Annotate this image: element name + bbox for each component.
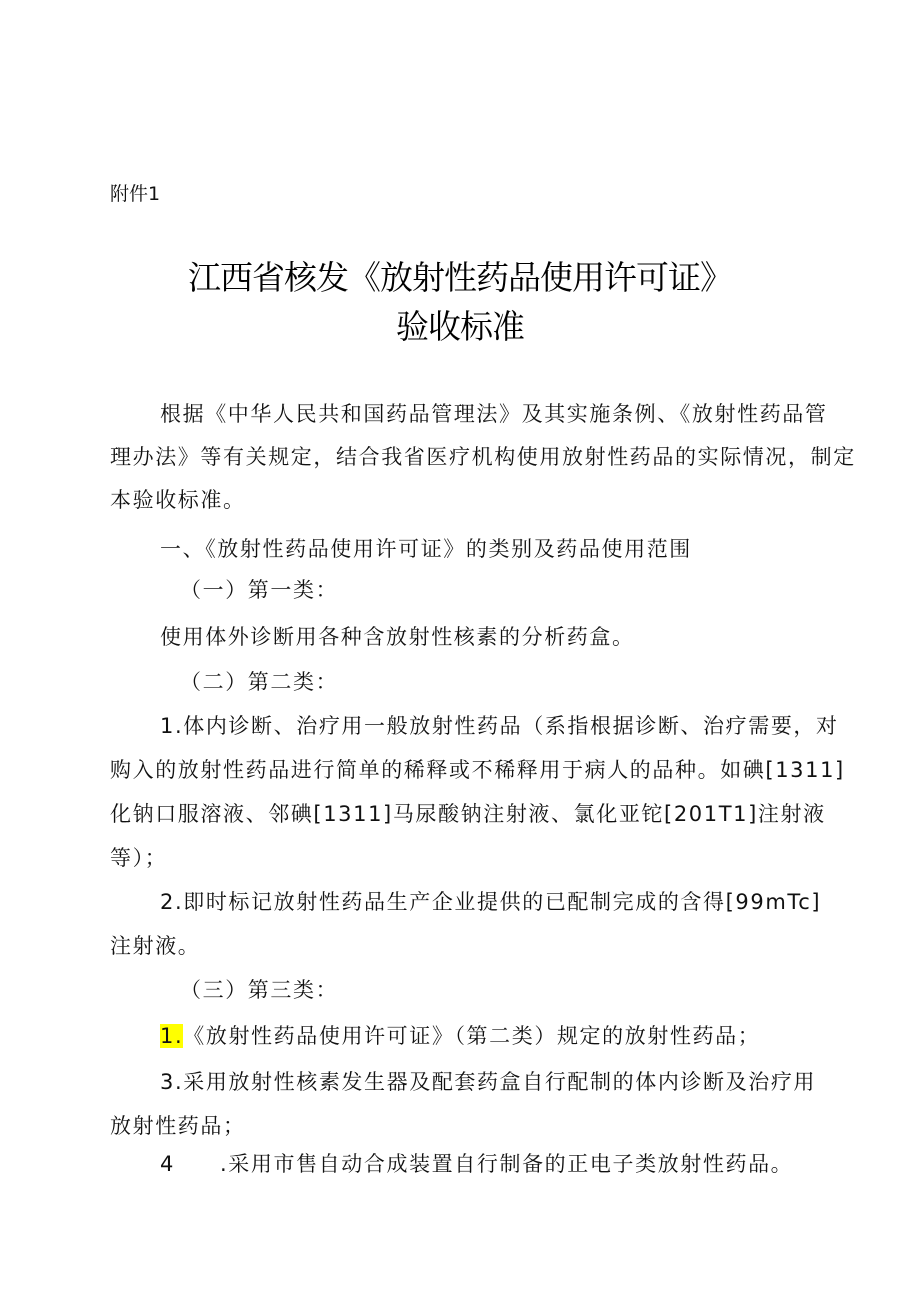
category-2-item-2-line2: 注射液。	[110, 934, 201, 958]
highlighted-item-number: 1.	[160, 1024, 184, 1048]
category-2-item-1-line1: 1.体内诊断、治疗用一般放射性药品（系指根据诊断、治疗需要，对	[160, 714, 839, 738]
attachment-label: 附件1	[110, 183, 161, 205]
intro-paragraph-line3: 本验收标准。	[110, 488, 246, 512]
category-3-item-1-text: 《放射性药品使用许可证》（第二类）规定的放射性药品；	[183, 1024, 761, 1048]
document-title-line2: 验收标准	[396, 307, 524, 346]
category-3-item-3-line2: 放射性药品；	[110, 1114, 246, 1138]
category-2-item-2-line1: 2.即时标记放射性药品生产企业提供的已配制完成的含得[99mTc]	[160, 890, 822, 914]
category-1-text: 使用体外诊断用各种含放射性核素的分析药盒。	[160, 625, 635, 649]
category-1-heading: （一）第一类：	[180, 578, 339, 602]
intro-paragraph-line2: 理办法》等有关规定，结合我省医疗机构使用放射性药品的实际情况，制定	[110, 445, 856, 469]
category-2-heading: （二）第二类：	[180, 670, 339, 694]
category-3-item-3-line1: 3.采用放射性核素发生器及配套药盒自行配制的体内诊断及治疗用	[160, 1070, 817, 1094]
category-3-item-4-number: 4	[160, 1152, 175, 1176]
category-2-item-1-line3: 化钠口服溶液、邻碘[1311]马尿酸钠注射液、氯化亚铊[201T1]注射液	[110, 802, 826, 826]
section-heading-1: 一、《放射性药品使用许可证》的类别及药品使用范围	[160, 537, 692, 561]
category-2-item-1-line4: 等）；	[110, 846, 168, 870]
category-2-item-1-line2: 购入的放射性药品进行简单的稀释或不稀释用于病人的品种。如碘[1311]	[110, 758, 845, 782]
category-3-item-1	[160, 1022, 760, 1050]
document-title-line1: 江西省核发《放射性药品使用许可证》	[188, 258, 732, 297]
category-3-item-4-text: .采用市售自动合成装置自行制备的正电子类放射性药品。	[220, 1152, 794, 1176]
intro-paragraph-line1: 根据《中华人民共和国药品管理法》及其实施条例、《放射性药品管	[160, 402, 828, 426]
category-3-heading: （三）第三类：	[180, 978, 339, 1002]
